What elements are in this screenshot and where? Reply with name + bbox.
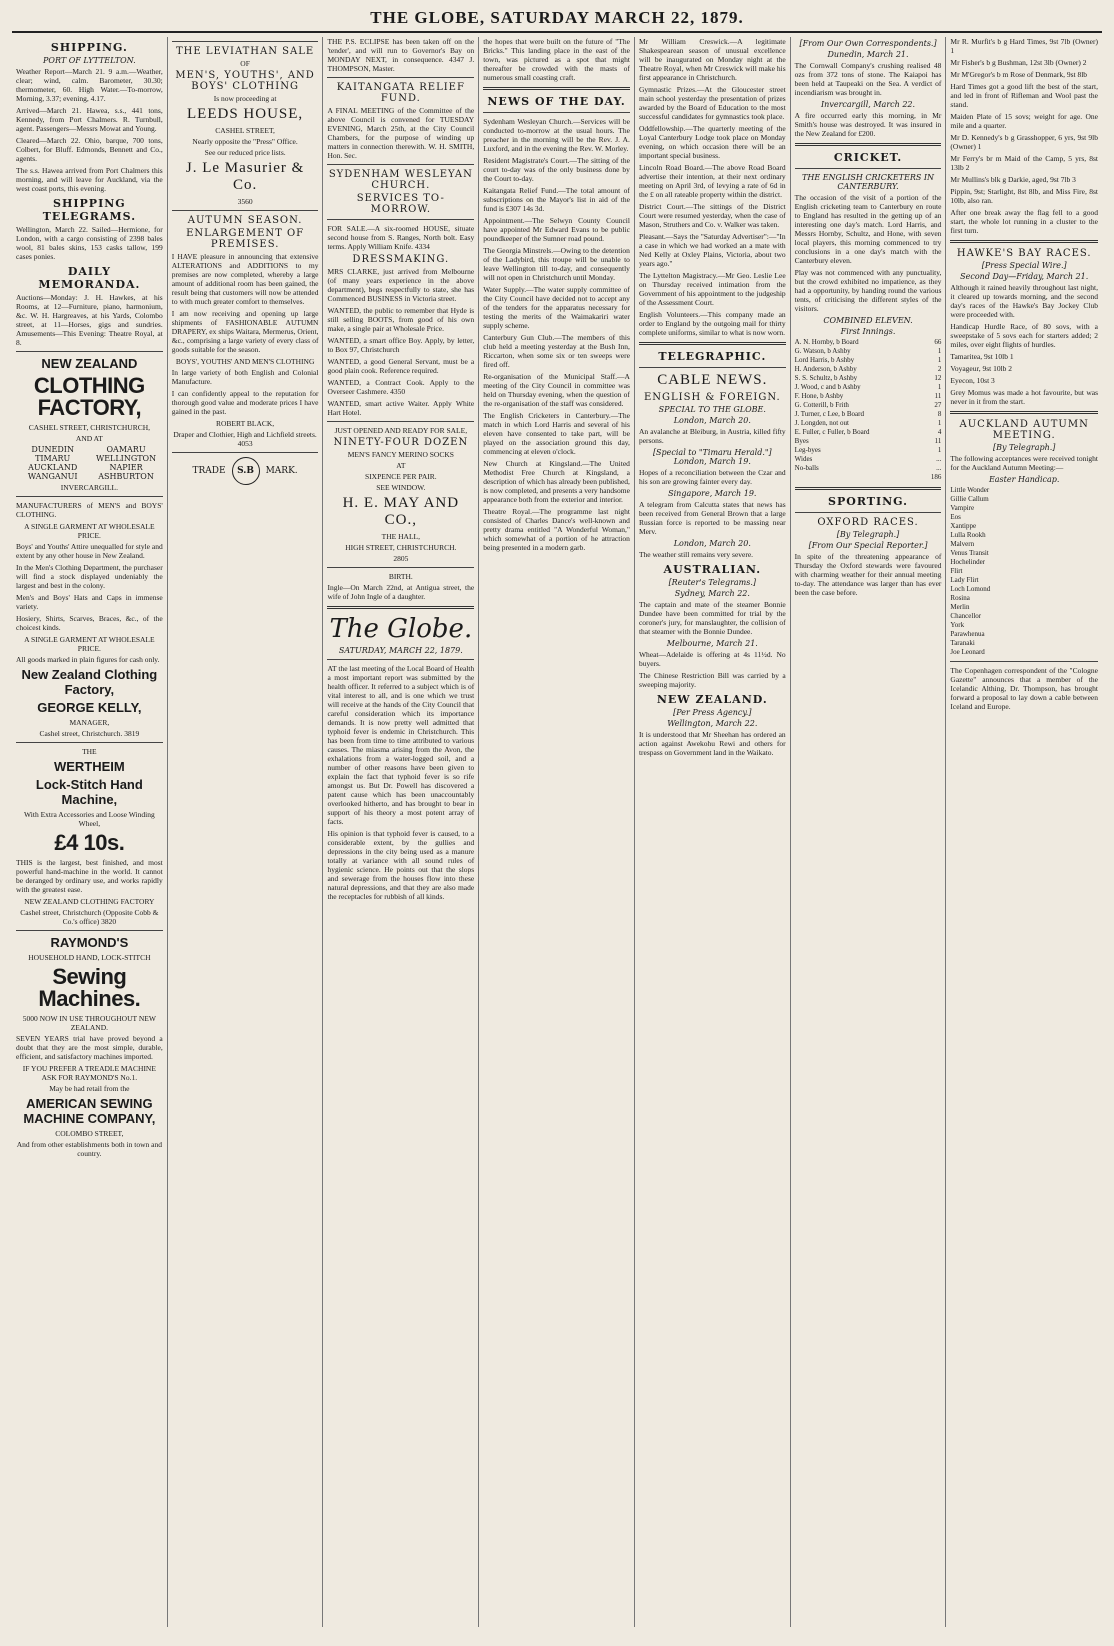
press-special: [Press Special Wire.]: [981, 261, 1067, 270]
column-3: [323, 37, 479, 1627]
maiden-plate: Maiden Plate of 15 sovs; weight for age. One mile and a quarter.: [950, 112, 1098, 130]
may-and-co: H. E. MAY AND CO.,: [342, 495, 460, 528]
by-telegraph: [By Telegraph.]: [836, 530, 900, 539]
race-result: Mr D. Kennedy's b g Grasshopper, 6 yrs, 9st 9lb (Owner) 1: [950, 133, 1098, 151]
arrived-list: Arrived—March 21. Hawea, s.s., 441 tons, Kennedy, from Port Chalmers. R. Turnbull, agent. Passengers—Messrs Mowat and Young.: [16, 106, 163, 133]
news-item: Canterbury Gun Club.—The members of this club held a meeting yesterday at the Bush Inn, Riccarton, when some six or ten sweeps were fired off.: [483, 333, 630, 369]
reuter: [Reuter's Telegrams.]: [668, 578, 757, 587]
news-item: English Volunteers.—This company made an order to England by the outgoing mail for thirty complete uniforms, similar to what is now worn.: [638, 310, 786, 337]
copenhagen-text: The Copenhagen correspondent of the "Cologne Gazette" announces that a member of the Icelandic Althing, Dr. Thompson, has brought forward a proposal to lay down a cable between Iceland and Europe.: [950, 666, 1098, 711]
in-use-text: 5000 NOW IN USE THROUGHOUT NEW ZEALAND.: [22, 1014, 156, 1032]
mens-clothing: MEN'S, YOUTHS', AND BOYS' CLOTHING: [175, 70, 315, 92]
dressmaking-heading: DRESSMAKING.: [352, 254, 450, 265]
cricket-text: The occasion of the visit of a portion of the English cricketing team to Canterbury en route to England has resulted in the getting up of an interesting one day's match. Lord Harris, and Messrs Hornby, Schultz, and Hone, with seven local players, this morning commenced to try conclusions in a one day's match with the Canterbury eleven.: [794, 193, 942, 265]
score-row: E. Fuller, c Fuller, b Board 4: [794, 428, 942, 436]
autumn-title: AUTUMN SEASON.: [187, 215, 303, 226]
horse-name: Eos: [950, 513, 961, 521]
cable-news: CABLE NEWS.: [657, 372, 768, 388]
town: TIMARU: [35, 454, 71, 463]
ad-number: 3560: [237, 197, 253, 206]
colombo-street: COLOMBO STREET,: [55, 1129, 124, 1138]
lockstitch-title: Lock-Stitch Hand Machine,: [35, 777, 143, 807]
department-text: In the Men's Clothing Department, the purchaser will find a stock displayed undeniably the largest and best in the colony.: [16, 563, 163, 590]
score-row: Byes 11: [794, 437, 942, 445]
high-street: HIGH STREET, CHRISTCHURCH.: [345, 543, 457, 552]
news-heading: NEWS OF THE DAY.: [487, 95, 626, 108]
race-result: Mr M'Gregor's b m Rose of Denmark, 9st 8lb: [950, 70, 1088, 79]
nearly-opposite: Nearly opposite the "Press" Office.: [192, 137, 298, 146]
london-date-2: London, March 20.: [673, 539, 751, 548]
chinese-text: The Chinese Restriction Bill was carried by a sweeping majority.: [638, 671, 786, 689]
enlargement-title: ENLARGEMENT OF PREMISES.: [186, 228, 305, 250]
auckland-telegraph: [By Telegraph.]: [992, 443, 1056, 452]
hurdle-race: Handicap Hurdle Race, of 80 sovs, with a sweepstake of 5 sovs each for starters added; 2 miles, over eight flights of hurdles.: [950, 322, 1098, 349]
news-item: Pleasant.—Says the "Saturday Advertiser":—"In a case in which we had worked an a mate with Ned Kelly at Oxley Plains, Victoria, about two years ago.": [638, 232, 786, 268]
score-row: J. Wood, c and b Ashby 1: [794, 383, 942, 391]
first-innings: First Innings.: [840, 327, 896, 336]
birth-heading: BIRTH.: [388, 572, 413, 581]
news-item: Kaitangata Relief Fund.—The total amount of subscriptions on the Mayor's list in aid of the fund is £307 14s 3d.: [483, 186, 630, 213]
masthead: THE GLOBE, SATURDAY MARCH 22, 1879.: [12, 8, 1102, 33]
sydney-date: Sydney, March 22.: [674, 589, 750, 598]
horse-name: Taranaki: [950, 639, 975, 647]
score-row: A. N. Hornby, b Board 66: [794, 338, 942, 346]
wheat-text: Wheat—Adelaide is offering at 4s 11½d. No buyers.: [638, 650, 786, 668]
news-item: The Georgia Minstrels.—Owing to the detention of the Ladybird, this troupe will be unable to leave Wellington till to-day, and consequently will not open in Christchurch until Monday.: [483, 246, 630, 282]
horse-name: Gillie Callum: [950, 495, 989, 503]
column-4: [479, 37, 635, 1627]
and-at: AND AT: [75, 434, 103, 443]
dunedin-text: The Cornwall Company's crushing realised 48 ozs from 372 tons of stone. The Kaiapoi has been held at Taupeaki on the Sea. A verdict of incendiarism was brought in.: [794, 61, 942, 97]
treadle-text: IF YOU PREFER A TREADLE MACHINE ASK FOR RAYMOND'S No.1.: [22, 1064, 156, 1082]
hall-number: 2805: [393, 554, 409, 563]
news-item: Theatre Royal.—The programme last night consisted of Charles Dance's well-known and pretty drama entitled "A Wonderful Woman," which somewhat of a portion of he attraction being presented in a modern garb.: [483, 507, 630, 552]
press-agency: [Per Press Agency.]: [673, 708, 752, 717]
hopes-text: Hopes of a reconciliation between the Czar and his son are growing fainter every day.: [638, 468, 786, 486]
news-item: Resident Magistrate's Court.—The sitting of the court to-day was of the only business done by the Court to-day.: [483, 156, 630, 183]
american-company: AMERICAN SEWING MACHINE COMPANY,: [23, 1096, 156, 1126]
goods-text: All goods marked in plain figures for cash only.: [16, 655, 160, 664]
oxford-races: OXFORD RACES.: [817, 517, 919, 528]
news-item: Oddfellowship.—The quarterly meeting of the Loyal Canterbury Lodge took place on Monday evening, on which occasion there will be an important special business.: [638, 124, 786, 160]
port-heading: PORT OF LYTTELTON.: [43, 56, 136, 65]
manager-label: MANAGER,: [69, 718, 110, 727]
score-row: G. Watson, b Ashby 1: [794, 347, 942, 355]
sixpence: SIXPENCE PER PAIR.: [365, 472, 437, 481]
horse-name: Loch Lomond: [950, 585, 991, 593]
second-day-text: Although it rained heavily throughout last night, it cleared up towards morning, and the second day's races of the Hawke's Bay Jockey Club were proceeded with.: [950, 283, 1098, 319]
editorial-text: AT the last meeting of the Local Board of Health a most important report was submitted by the health officer. It referred to a subject which is of vital interest to all, and is one which we trust will receive at the hands of the City Council that careful consideration which its importance demands. It is now pretty well admitted that typhoid fever is endemic in Christchurch. This has been from time to time attributed to various causes. The miasma arising from the Avon, the exhalations from a water-logged soil, and a number of other reasons have been given to explain the fact that typhoid fever is so rife amongst us. But Dr. Powell has discovered a patent cause which has been unaccountably overlooked hitherto, and has brought to bear in support of his theory a most potent array of facts.: [327, 664, 475, 826]
services-heading: SERVICES TO-MORROW.: [356, 193, 445, 215]
hawkes-bay-heading: HAWKE'S BAY RACES.: [956, 248, 1092, 259]
globe-date: SATURDAY, MARCH 22, 1879.: [338, 646, 463, 655]
dunedin-date: Dunedin, March 21.: [827, 50, 909, 59]
black-name: ROBERT BLACK,: [216, 419, 275, 428]
confidently-text: I can confidently appeal to the reputation for thorough good value and moderate prices I have gained in the past.: [171, 389, 319, 416]
auckland-heading: AUCKLAND AUTUMN MEETING.: [959, 419, 1089, 441]
race-result: Mr Fisher's b g Bushman, 12st 3lb (Owner) 2: [950, 58, 1087, 67]
news-item: Sydenham Wesleyan Church.—Services will be conducted to-morrow at the usual hours. The preacher in the morning will be the Rev. J. A. Luxford, and in the evening the Rev. W. Morley.: [483, 117, 630, 153]
see-window: SEE WINDOW.: [376, 483, 426, 492]
nz-news-heading: NEW ZEALAND.: [656, 693, 768, 706]
score-row: Leg-byes 1: [794, 446, 942, 454]
nzcf-2: NEW ZEALAND CLOTHING FACTORY: [24, 897, 155, 906]
town: DUNEDIN: [31, 445, 74, 454]
weather-text: The weather still remains very severe.: [638, 550, 754, 559]
horse-name: Joe Leonard: [950, 648, 985, 656]
seven-years-text: SEVEN YEARS trial have proved beyond a doubt that they are the most simple, durable, efficient, and satisfactory machines imported.: [16, 1034, 163, 1061]
invercargill-date: Invercargill, March 22.: [821, 100, 916, 109]
also-ran: Pippin, 9st; Starlight, 8st 8lb, and Miss Fire, 8st 10lb, also ran.: [950, 187, 1098, 205]
trademark-seal-icon: S.B: [232, 457, 260, 485]
bricks-text: the hopes that were built on the future of "The Bricks." This landing place in the east of the town, was pictured as a spot that might thereafter be crowded with the masts of numerous small coasting craft.: [483, 37, 630, 82]
score-row: Lord Harris, b Ashby 1: [794, 356, 942, 364]
household-title: HOUSEHOLD HAND, LOCK-STITCH: [28, 953, 151, 962]
town: WELLINGTON: [95, 454, 157, 463]
horse-name: Rosina: [950, 594, 970, 602]
invercargill: INVERCARGILL.: [60, 483, 119, 492]
memoranda-heading: DAILY MEMORANDA.: [38, 265, 141, 291]
horse-name: Little Wonder: [950, 486, 990, 494]
sale-notice: FOR SALE.—A six-roomed HOUSE, situate second house from S. Ranges, North bolt. Easy terms. Apply William Knife. 4334: [327, 224, 475, 251]
town: AUCKLAND: [28, 463, 78, 472]
horse-name: Lulla Rookh: [950, 531, 986, 539]
wertheim-text: THIS is the largest, best finished, and most powerful hand-machine in the world. It cannot be deranged by ordinary use, and works rapidly with the greatest ease.: [16, 858, 163, 894]
of-label: OF: [240, 59, 250, 68]
trademark-block: TRADE S.B MARK.: [172, 457, 319, 485]
news-item: Appointment.—The Selwyn County Council have appointed Mr Edward Evans to be public poundkeeper of the Sumner road pound.: [483, 216, 630, 243]
others-text: And from other establishments both in town and country.: [16, 1140, 162, 1158]
news-item: Re-organisation of the Municipal Staff.—A meeting of the City Council in committee was held on Thursday evening, when the question of the re-organisation of the staff was considered.: [483, 372, 630, 408]
boys-clothing: BOYS', YOUTHS' AND MEN'S CLOTHING: [175, 357, 315, 366]
score-row: H. Anderson, b Ashby 2: [794, 365, 942, 373]
score-row: No-balls ...: [794, 464, 942, 472]
easter-handicap: Easter Handicap.: [988, 475, 1060, 484]
editorial-text-2: His opinion is that typhoid fever is caused, to a considerable extent, by the gullies and depressions in the city being used as a manure totally at variance with all sound rules of hygienic science. He points out that the slops and sewerage from the houses flow into these natural depressions, and that they are also made the receptacles for rubbish of all kinds.: [327, 829, 475, 901]
horse-name: Venus Transit: [950, 549, 989, 557]
race-report: Hard Times got a good lift the best of the start, and led in front of Rifleman and Wool past the stand.: [950, 82, 1098, 109]
the-hall: THE HALL,: [381, 532, 420, 541]
proceeding: Is now proceeding at: [213, 94, 277, 103]
merino-socks: MEN'S FANCY MERINO SOCKS: [347, 450, 454, 459]
horse-list: [950, 486, 1098, 657]
column-2: [168, 37, 324, 1627]
relief-text: A FINAL MEETING of the Committee of the above Council is convened for TUESDAY EVENING, March 25th, at the City Council Chambers, for the purpose of winding up matters in connection therewith. W. H. SMITH, Hon. Sec.: [327, 106, 475, 160]
address: Cashel street, Christchurch. 3819: [39, 729, 140, 738]
sydney-text: The captain and mate of the steamer Bonnie Dundee have been committed for trial by the coroner's jury, for manslaughter, the collision of that steamer with the Bonnie Dundee.: [638, 600, 786, 636]
sydenham-heading: SYDENHAM WESLEYAN CHURCH.: [328, 169, 473, 191]
had-text: May be had retail from the: [49, 1084, 130, 1093]
globe-title: The Globe.: [329, 614, 473, 644]
wellington-date: Wellington, March 22.: [667, 719, 758, 728]
le-masurier: J. Le Masurier & Co.: [185, 160, 305, 193]
nz-heading: NEW ZEALAND: [41, 356, 138, 371]
horse-name: Chancellor: [950, 612, 982, 620]
invercargill-text: A fire occurred early this morning, in Mr Smith's house was destroyed. It was insured in the New Zealand for £200.: [794, 111, 942, 138]
cricket-text-2: Play was not commenced with any punctuality, but the crowd exhibited no impatience, as they had a opportunity, by handing round the various tents, of criticising the different styles of the visitors.: [794, 268, 942, 313]
telegraphic-heading: TELEGRAPHIC.: [658, 350, 767, 363]
newspaper-page: [12, 8, 1102, 1628]
town: OAMARU: [106, 445, 146, 454]
race-result: Eyecon, 10st 3: [950, 376, 995, 385]
town: ASHBURTON: [98, 472, 154, 481]
just-opened: JUST OPENED AND READY FOR SALE,: [334, 426, 468, 435]
singapore-date: Singapore, March 19.: [668, 489, 757, 498]
horse-name: Xantippe: [950, 522, 977, 530]
hats-text: Men's and Boys' Hats and Caps in immense variety.: [16, 593, 163, 611]
hosiery-text: Hosiery, Shirts, Scarves, Braces, &c., of the choicest kinds.: [16, 614, 163, 632]
news-item: Gymnastic Prizes.—At the Gloucester street main school yesterday the presentation of prizes awarded by the Board of Education to the most successful candidates for gymnastics took place.: [638, 85, 786, 121]
news-item: District Court.—The sittings of the District Court were resumed yesterday, when the case of Mason, Struthers and Co. v. Walker was taken.: [638, 202, 786, 229]
leviathan-title: THE LEVIATHAN SALE: [175, 46, 315, 57]
race-result: Mr Ferry's br m Maid of the Camp, 5 yrs, 8st 13lb 2: [950, 154, 1098, 172]
score-table: [795, 338, 942, 482]
telegrams-heading: SHIPPING TELEGRAMS.: [42, 197, 137, 223]
shipping-note: The s.s. Hawea arrived from Port Chalmers this morning, and will leave for Auckland, via the west coast ports, this evening.: [16, 166, 163, 193]
cashel-street: CASHEL STREET,: [215, 126, 275, 135]
draper-address: Draper and Clothier, High and Lichfield streets. 4053: [173, 430, 317, 448]
horse-name: Malvern: [950, 540, 975, 548]
special-globe: SPECIAL TO THE GLOBE.: [658, 405, 766, 414]
town: WANGANUI: [27, 472, 78, 481]
sewing-machines-title: Sewing Machines.: [38, 964, 141, 1011]
wanted-3: WANTED, a good General Servant, must be a good plain cook. Reference required.: [327, 357, 475, 375]
town: NAPIER: [109, 463, 143, 472]
oxford-text: In spite of the threatening appearance of Thursday the Oxford stewards were favoured with charming weather for their annual meeting to-day. The attendance was larger than has ever been the case before.: [794, 552, 942, 597]
wanted-5: WANTED, smart active Waiter. Apply White Hart Hotel.: [327, 399, 475, 417]
wertheim-price: £4 10s.: [54, 830, 125, 855]
clarke-text: MRS CLARKE, just arrived from Melbourne (of many years experience in the above department), begs respectfully to state, she has Commenced BUSINESS in Victoria street.: [327, 267, 475, 303]
score-row: F. Hone, b Ashby 11: [794, 392, 942, 400]
horse-name: York: [950, 621, 965, 629]
special-reporter: [From Our Special Reporter.]: [808, 541, 928, 550]
cleared-list: Cleared—March 22. Ohio, barque, 700 tons, Colbert, for Bluff. Edmonds, Bennett and Co., agents.: [16, 136, 163, 163]
score-row: S. S. Schultz, b Ashby 12: [794, 374, 942, 382]
horse-name: Merlin: [950, 603, 970, 611]
combined-eleven: COMBINED ELEVEN.: [823, 316, 913, 325]
melbourne-date: Melbourne, March 21.: [666, 639, 758, 648]
column-6: [791, 37, 947, 1627]
score-row: G. Cotterill, b Frith 27: [794, 401, 942, 409]
wellington-text: It is understood that Mr Sheehan has ordered an action against Awekohu Rewi and others for trespass on Government land in the Waikato.: [638, 730, 786, 757]
second-day: Second Day—Friday, March 21.: [960, 272, 1089, 281]
nzcf-title: New Zealand Clothing Factory,: [21, 667, 158, 697]
news-item: Water Supply.—The water supply committee of the City Council have decided not to accept any of the tenders for the apparatus necessary for testing the merits of the Waimakariri water supply scheme.: [483, 285, 630, 330]
news-item: New Church at Kingsland.—The United Methodist Free Church at Kingsland, a description of which has already been published, is now completed, and presents a very handsome appearance both from the exterior and interior.: [483, 459, 630, 504]
ninety-four: NINETY-FOUR DOZEN: [333, 437, 469, 448]
wertheim-title: WERTHEIM: [53, 759, 125, 774]
correspondents: [From Our Own Correspondents.]: [799, 39, 937, 48]
race-report: After one break away the flag fell to a good start, the whole lot running in a cluster to the first turn.: [950, 208, 1098, 235]
autumn-text: I HAVE pleasure in announcing that extensive ALTERATIONS and ADDITIONS to my premises are now completed, whereby a large amount of additional room has been gained, the result being that customers will now be attended to with much greater comfort to themselves.: [171, 252, 319, 306]
auckland-text: The following acceptances were received tonight for the Auckland Autumn Meeting:—: [950, 454, 1098, 472]
wanted-4: WANTED, a Contract Cook. Apply to the Overseer Cashmere. 4350: [327, 378, 475, 396]
single-garment: A SINGLE GARMENT AT WHOLESALE PRICE.: [24, 522, 155, 540]
horse-name: Flirt: [950, 567, 963, 575]
avalanche-text: An avalanche at Bleiburg, in Austria, killed fifty persons.: [638, 427, 786, 445]
horse-name: Vampire: [950, 504, 975, 512]
boys-text: Boys' and Youths' Attire unequalled for style and extent by any other house in New Zealand.: [16, 542, 163, 560]
sporting-heading: SPORTING.: [828, 495, 909, 508]
telegrams-text: Wellington, March 22. Sailed—Hermione, for London, with a cargo consisting of 2398 bales wool, 81 bales skins, 153 casks tallow, 199 cases ponies.: [16, 225, 163, 261]
score-row: J. Longden, not out 1: [794, 419, 942, 427]
reduced-prices: See our reduced price lists.: [204, 148, 286, 157]
kelly-name: GEORGE KELLY,: [37, 700, 142, 715]
timaru-special: [Special to "Timaru Herald."] London, March 19.: [652, 448, 772, 466]
column-7: [946, 37, 1102, 1627]
london-date: London, March 20.: [673, 416, 751, 425]
telegram-text: A telegram from Calcutta states that news has been received from General Brown that a large Russian force is reported to be massing near Merv.: [638, 500, 786, 536]
race-result: Tamaritea, 9st 10lb 1: [950, 352, 1014, 361]
horse-name: Lady Flirt: [950, 576, 979, 584]
news-item: Lincoln Road Board.—The above Road Board advertise their intention, at their next ordinary meeting on April 3rd, of levying a rate of 6d in the £ on all rateable property within the district.: [638, 163, 786, 199]
wanted-1: WANTED, the public to remember that Hyde is still selling BOOTS, from good of his own make, a single pair at Wholesale Price.: [327, 306, 475, 333]
score-row: Wides ...: [794, 455, 942, 463]
towns-list: [16, 445, 163, 481]
eclipse-notice: THE P.S. ECLIPSE has been taken off on the 'tender', and will run to Governor's Bay on MONDAY NEXT, in consequence. 4347 J. THOMPSON, Master.: [327, 37, 475, 73]
score-row: J. Turner, c Lee, b Board 8: [794, 410, 942, 418]
race-report: Grey Momus was made a hot favourite, but was never in it from the start.: [950, 388, 1098, 406]
raymond-title: RAYMOND'S: [50, 935, 129, 950]
variety-text: In large variety of both English and Colonial Manufacture.: [171, 368, 319, 386]
the-label: THE: [82, 747, 97, 756]
wanted-2: WANTED, a smart office Boy. Apply, by letter, to Box 97, Christchurch: [327, 336, 475, 354]
horse-name: Hochelinder: [950, 558, 986, 566]
news-item: The English Cricketers in Canterbury.—The match in which Lord Harris and several of his eleven have consented to take part, will be played on the association ground this day, commencing at eleven o'clock.: [483, 411, 630, 456]
manufacturers-text: MANUFACTURERS of MEN'S and BOYS' CLOTHING.: [16, 501, 163, 519]
english-foreign: ENGLISH & FOREIGN.: [643, 392, 781, 403]
race-result: Mr Mullins's blk g Darkie, aged, 9st 7lb 3: [950, 175, 1076, 184]
memoranda-text: Auctions—Monday: J. H. Hawkes, at his Rooms, at 12—Furniture, piano, harmonium, &c. W. H. Hargreaves, at his Yards, Colombo street, at 11—Horses, gigs and sundries. Amusements—This Evening: Theatre Royal, at 8.: [16, 293, 163, 347]
news-item: The Lyttelton Magistracy.—Mr Geo. Leslie Lee on Thursday received intimation from the Government of his appointment to the judgeship of the Assessment Court.: [638, 271, 786, 307]
score-total: 186: [930, 473, 942, 481]
australian-heading: AUSTRALIAN.: [663, 563, 762, 576]
address-2: Cashel street, Christchurch (Opposite Cobb & Co.'s office) 3820: [20, 908, 159, 926]
street-line: CASHEL STREET, CHRISTCHURCH,: [28, 423, 150, 432]
autumn-text-2: I am now receiving and opening up large shipments of FASHIONABLE AUTUMN DRAPERY, ex ships Waitara, Mermerus, Orient, &c., comprising a large variety of every class of goods suitable for the season.: [171, 309, 319, 354]
birth-text: Ingle—On March 22nd, at Antigua street, the wife of John Ingle of a daughter.: [327, 583, 475, 601]
cricket-heading: CRICKET.: [833, 151, 903, 164]
relief-heading: KAITANGATA RELIEF FUND.: [336, 82, 465, 104]
weather-report: Weather Report—March 21. 9 a.m.—Weather, clear; wind, calm. Barometer, 30.30; thermometer, 60. High Water.—To-morrow, Morning, 3.37; evening, 4.17.: [16, 67, 163, 103]
race-result: Mr R. Murfit's b g Hard Times, 9st 7lb (Owner) 1: [950, 37, 1098, 55]
extras-text: With Extra Accessories and Loose Winding Wheel,: [24, 810, 155, 828]
horse-name: Parawhenua: [950, 630, 985, 638]
creswick-text: Mr William Creswick.—A legitimate Shakespearean season of unusual excellence will be inaugurated on Monday night at the Theatre Royal, when Mr Creswick will make his first appearance in Christchurch.: [638, 37, 786, 82]
leeds-house: LEEDS HOUSE,: [187, 106, 304, 122]
single-garment-2: A SINGLE GARMENT AT WHOLESALE PRICE.: [24, 635, 155, 653]
english-cricketers: THE ENGLISH CRICKETERS IN CANTERBURY.: [802, 173, 935, 191]
shipping-heading: SHIPPING.: [50, 41, 128, 54]
race-result: Voyageur, 9st 10lb 2: [950, 364, 1013, 373]
clothing-factory-title: CLOTHING FACTORY,: [33, 373, 145, 420]
column-1: [12, 37, 168, 1627]
column-5: [635, 37, 791, 1627]
at-label: AT: [396, 461, 406, 470]
